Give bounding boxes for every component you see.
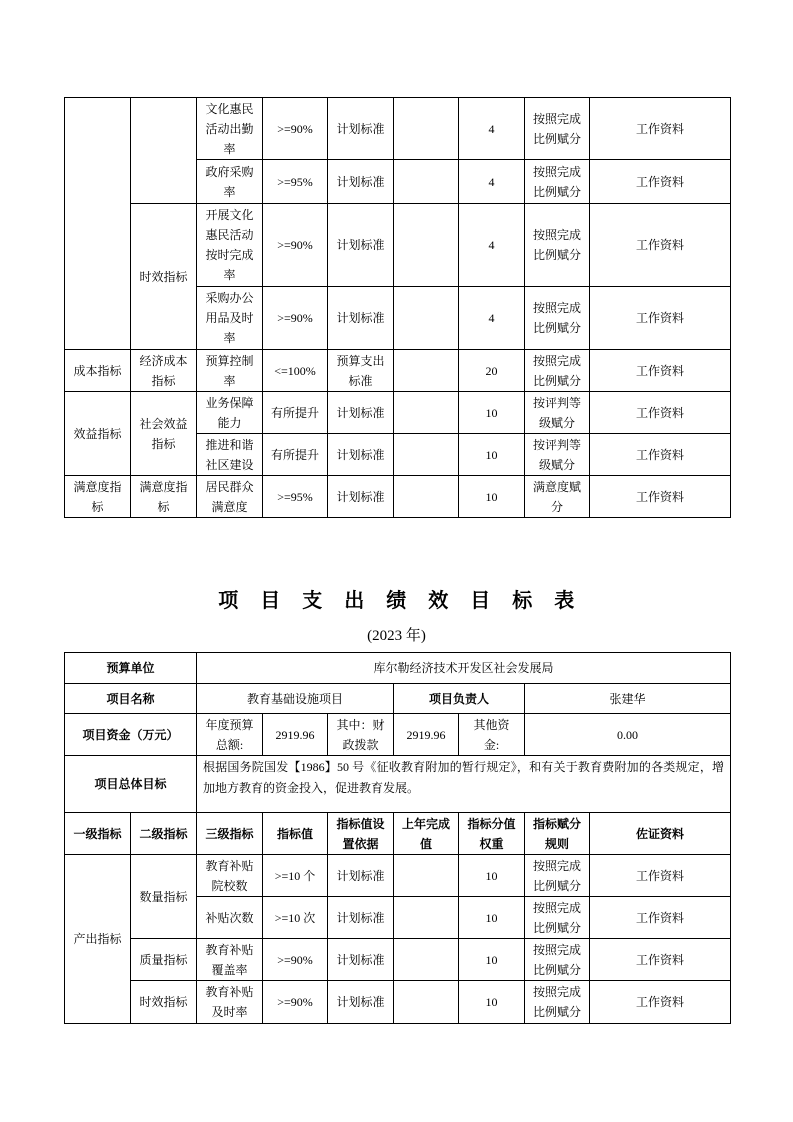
fiscal-funds-value: 2919.96 xyxy=(394,714,459,756)
evidence-cell: 工作资料 xyxy=(590,476,731,518)
value-cell: >=90% xyxy=(263,287,328,350)
weight-cell: 20 xyxy=(459,350,525,392)
page-title: 项 目 支 出 绩 效 目 标 表 xyxy=(218,590,583,612)
rule-cell: 按照完成比例赋分 xyxy=(525,981,590,1024)
value-cell: >=10 次 xyxy=(263,897,328,939)
value-cell: >=95% xyxy=(263,160,328,204)
evidence-cell: 工作资料 xyxy=(590,434,731,476)
fiscal-funds-label: 其中：财政拨款 xyxy=(328,714,394,756)
weight-cell: 10 xyxy=(459,476,525,518)
indicator-cell: 政府采购率 xyxy=(197,160,263,204)
other-funds-value: 0.00 xyxy=(525,714,731,756)
rule-cell: 按照完成比例赋分 xyxy=(525,160,590,204)
basis-cell: 计划标准 xyxy=(328,98,394,160)
top-indicator-table xyxy=(64,97,731,518)
evidence-cell: 工作资料 xyxy=(590,897,731,939)
level2-cell: 时效指标 xyxy=(131,204,197,350)
table-row xyxy=(65,350,731,392)
project-leader-value: 张建华 xyxy=(525,684,731,714)
basis-cell: 计划标准 xyxy=(328,855,394,897)
evidence-cell: 工作资料 xyxy=(590,981,731,1024)
last-year-cell xyxy=(394,855,459,897)
table-row xyxy=(65,939,731,981)
basis-cell: 计划标准 xyxy=(328,204,394,287)
rule-cell: 按照完成比例赋分 xyxy=(525,350,590,392)
level2-cell: 经济成本指标 xyxy=(131,350,197,392)
value-cell: >=95% xyxy=(263,476,328,518)
indicator-cell: 教育补贴覆盖率 xyxy=(197,939,263,981)
value-cell: <=100% xyxy=(263,350,328,392)
rule-cell: 满意度赋分 xyxy=(525,476,590,518)
weight-cell: 10 xyxy=(459,939,525,981)
last-year-cell xyxy=(394,897,459,939)
annual-budget-value: 2919.96 xyxy=(263,714,328,756)
basis-cell: 计划标准 xyxy=(328,434,394,476)
table-row xyxy=(65,204,731,287)
evidence-cell: 工作资料 xyxy=(590,392,731,434)
header-last-year: 上年完成值 xyxy=(394,813,459,855)
project-goal-label: 项目总体目标 xyxy=(65,756,197,813)
level1-cell: 效益指标 xyxy=(65,392,131,476)
value-cell: >=90% xyxy=(263,939,328,981)
last-year-cell xyxy=(394,939,459,981)
value-cell: >=90% xyxy=(263,98,328,160)
header-level1: 一级指标 xyxy=(65,813,131,855)
project-leader-label: 项目负责人 xyxy=(394,684,525,714)
level1-cell: 成本指标 xyxy=(65,350,131,392)
rule-cell: 按照完成比例赋分 xyxy=(525,204,590,287)
indicator-cell: 补贴次数 xyxy=(197,897,263,939)
value-cell: >=10 个 xyxy=(263,855,328,897)
year-subtitle: (2023 年) xyxy=(367,628,426,644)
weight-cell: 10 xyxy=(459,434,525,476)
weight-cell: 10 xyxy=(459,855,525,897)
level2-cell-empty xyxy=(131,98,197,204)
indicator-cell: 教育补贴院校数 xyxy=(197,855,263,897)
table-row xyxy=(65,855,731,897)
indicator-cell: 文化惠民活动出勤率 xyxy=(197,98,263,160)
basis-cell: 计划标准 xyxy=(328,392,394,434)
indicator-cell: 采购办公用品及时率 xyxy=(197,287,263,350)
indicator-cell: 居民群众满意度 xyxy=(197,476,263,518)
project-name-label: 项目名称 xyxy=(65,684,197,714)
level1-cell-empty xyxy=(65,98,131,350)
evidence-cell: 工作资料 xyxy=(590,350,731,392)
project-name-row xyxy=(65,684,731,714)
evidence-cell: 工作资料 xyxy=(590,160,731,204)
other-funds-label: 其他资金: xyxy=(459,714,525,756)
rule-cell: 按照完成比例赋分 xyxy=(525,855,590,897)
evidence-cell: 工作资料 xyxy=(590,204,731,287)
basis-cell: 计划标准 xyxy=(328,160,394,204)
last-year-cell xyxy=(394,98,459,160)
basis-cell: 计划标准 xyxy=(328,981,394,1024)
project-funds-label: 项目资金（万元） xyxy=(65,714,197,756)
value-cell: >=90% xyxy=(263,204,328,287)
project-name-value: 教育基础设施项目 xyxy=(197,684,394,714)
table-row xyxy=(65,981,731,1024)
level2-cell: 数量指标 xyxy=(131,855,197,939)
weight-cell: 10 xyxy=(459,897,525,939)
basis-cell: 计划标准 xyxy=(328,939,394,981)
annual-budget-label: 年度预算总额: xyxy=(197,714,263,756)
rule-cell: 按评判等级赋分 xyxy=(525,392,590,434)
basis-cell: 计划标准 xyxy=(328,476,394,518)
table-row xyxy=(65,98,731,160)
indicator-cell: 业务保障能力 xyxy=(197,392,263,434)
project-goal-row xyxy=(65,756,731,813)
last-year-cell xyxy=(394,434,459,476)
rule-cell: 按评判等级赋分 xyxy=(525,434,590,476)
project-performance-table xyxy=(64,652,731,1024)
indicator-cell: 教育补贴及时率 xyxy=(197,981,263,1024)
basis-cell: 计划标准 xyxy=(328,897,394,939)
table-row xyxy=(65,476,731,518)
project-goal-text: 根据国务院国发【1986】50 号《征收教育附加的暂行规定》，和有关于教育费附加的各类规定，增加地方教育的资金投入，促进教育发展。 xyxy=(197,756,731,813)
weight-cell: 4 xyxy=(459,160,525,204)
weight-cell: 4 xyxy=(459,98,525,160)
header-weight: 指标分值权重 xyxy=(459,813,525,855)
evidence-cell: 工作资料 xyxy=(590,98,731,160)
rule-cell: 按照完成比例赋分 xyxy=(525,98,590,160)
header-value: 指标值 xyxy=(263,813,328,855)
last-year-cell xyxy=(394,350,459,392)
level1-cell: 产出指标 xyxy=(65,855,131,1024)
last-year-cell xyxy=(394,204,459,287)
last-year-cell xyxy=(394,287,459,350)
weight-cell: 4 xyxy=(459,204,525,287)
header-evidence: 佐证资料 xyxy=(590,813,731,855)
basis-cell: 计划标准 xyxy=(328,287,394,350)
value-cell: 有所提升 xyxy=(263,434,328,476)
level2-cell: 满意度指标 xyxy=(131,476,197,518)
value-cell: >=90% xyxy=(263,981,328,1024)
header-basis: 指标值设置依据 xyxy=(328,813,394,855)
header-level2: 二级指标 xyxy=(131,813,197,855)
rule-cell: 按照完成比例赋分 xyxy=(525,287,590,350)
header-row xyxy=(65,813,731,855)
last-year-cell xyxy=(394,392,459,434)
budget-unit-value: 库尔勒经济技术开发区社会发展局 xyxy=(197,653,731,684)
level2-cell: 社会效益指标 xyxy=(131,392,197,476)
last-year-cell xyxy=(394,476,459,518)
evidence-cell: 工作资料 xyxy=(590,855,731,897)
budget-unit-row xyxy=(65,653,731,684)
value-cell: 有所提升 xyxy=(263,392,328,434)
header-level3: 三级指标 xyxy=(197,813,263,855)
rule-cell: 按照完成比例赋分 xyxy=(525,939,590,981)
rule-cell: 按照完成比例赋分 xyxy=(525,897,590,939)
level1-cell: 满意度指标 xyxy=(65,476,131,518)
weight-cell: 10 xyxy=(459,981,525,1024)
weight-cell: 4 xyxy=(459,287,525,350)
budget-unit-label: 预算单位 xyxy=(65,653,197,684)
indicator-cell: 开展文化惠民活动按时完成率 xyxy=(197,204,263,287)
last-year-cell xyxy=(394,160,459,204)
level2-cell: 质量指标 xyxy=(131,939,197,981)
evidence-cell: 工作资料 xyxy=(590,939,731,981)
basis-cell: 预算支出标准 xyxy=(328,350,394,392)
indicator-cell: 推进和谐社区建设 xyxy=(197,434,263,476)
last-year-cell xyxy=(394,981,459,1024)
level2-cell: 时效指标 xyxy=(131,981,197,1024)
header-rule: 指标赋分规则 xyxy=(525,813,590,855)
weight-cell: 10 xyxy=(459,392,525,434)
project-funds-row xyxy=(65,714,731,756)
table-row xyxy=(65,392,731,434)
indicator-cell: 预算控制率 xyxy=(197,350,263,392)
evidence-cell: 工作资料 xyxy=(590,287,731,350)
